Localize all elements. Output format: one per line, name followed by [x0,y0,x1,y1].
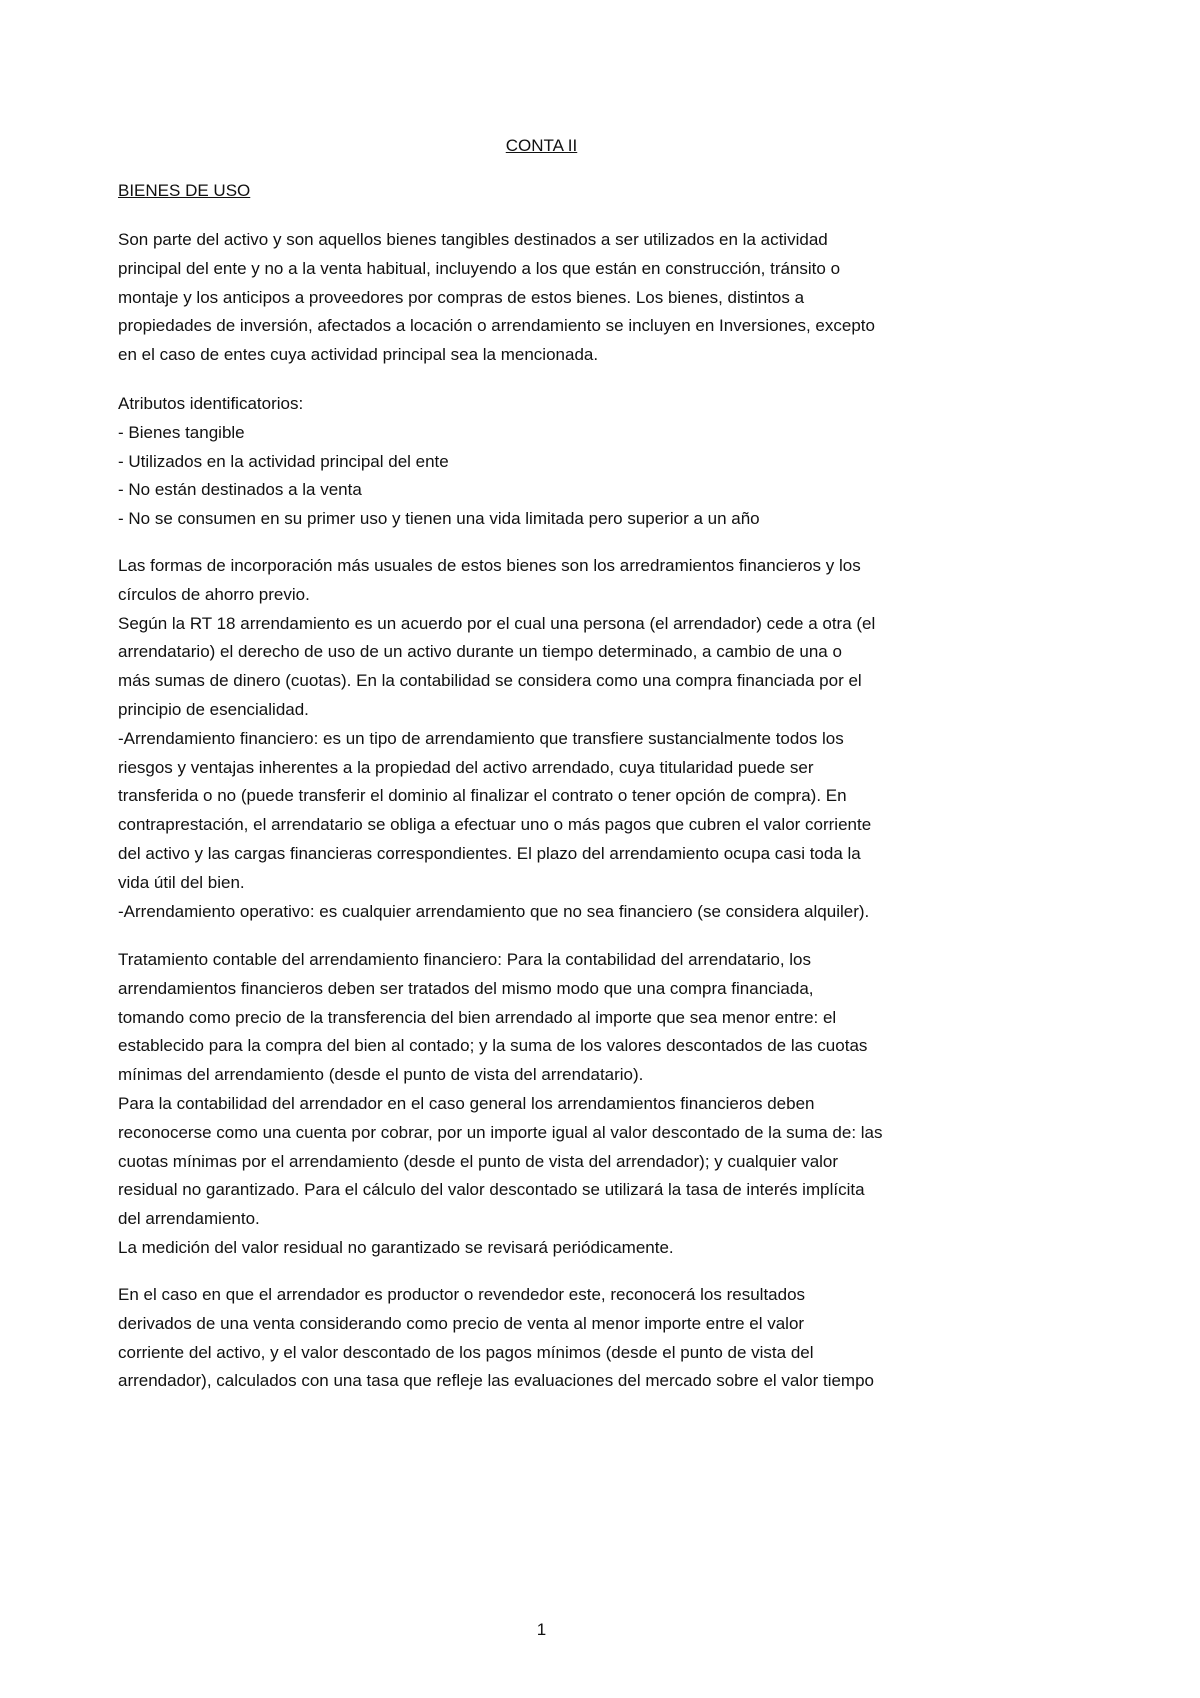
text-line: del activo y las cargas financieras correspondientes. El plazo del arrendamiento ocupa casi toda la [118,843,861,863]
text-line: mínimas del arrendamiento (desde el punto de vista del arrendatario). [118,1065,644,1085]
text-line: -Arrendamiento financiero: es un tipo de arrendamiento que transfiere sustancialmente todos los [118,728,844,748]
text-line: Tratamiento contable del arrendamiento financiero: Para la contabilidad del arrendatario, los [118,950,811,969]
text-line: del arrendamiento. [118,1209,260,1229]
text-line: más sumas de dinero (cuotas). En la contabilidad se considera como una compra financiada por el [118,671,862,691]
section-heading: BIENES DE USO [118,181,251,200]
page-number: 1 [536,1620,547,1639]
text-line: propiedades de inversión, afectados a locación o arrendamiento se incluyen en Inversiones, excepto [118,316,875,336]
text-line: arrendador), calculados con una tasa que refleje las evaluaciones del mercado sobre el valor tiempo [118,1371,874,1391]
text-line: -Arrendamiento operativo: es cualquier arrendamiento que no sea financiero (se considera alquiler). [118,901,870,921]
text-line: - No se consumen en su primer uso y tienen una vida limitada pero superior a un año [118,509,760,529]
text-line: principio de esencialidad. [118,699,309,719]
text-line: tomando como precio de la transferencia del bien arrendado al importe que sea menor entre: el [118,1007,837,1027]
text-line: montaje y los anticipos a proveedores por compras de estos bienes. Los bienes, distintos a [118,287,805,307]
text-line: arrendamientos financieros deben ser tratados del mismo modo que una compra financiada, [118,978,814,998]
text-line: Para la contabilidad del arrendador en el caso general los arrendamientos financieros deben [118,1093,815,1113]
text-line: En el caso en que el arrendador es productor o revendedor este, reconocerá los resultados [118,1285,806,1304]
text-line: - Bienes tangible [118,422,245,442]
paragraph-definition [118,226,875,370]
text-line: vida útil del bien. [118,872,245,892]
paragraph-accounting-treatment [118,946,883,1263]
text-line: transferida o no (puede transferir el dominio al finalizar el contrato o tener opción de compra). En [118,786,847,806]
text-line: La medición del valor residual no garantizado se revisará periódicamente. [118,1237,674,1257]
text-line: corriente del activo, y el valor descontado de los pagos mínimos (desde el punto de vista del [118,1342,814,1362]
text-line: reconocerse como una cuenta por cobrar, por un importe igual al valor descontado de la suma de: las [118,1122,883,1142]
paragraph-leasing [118,552,875,926]
text-line: residual no garantizado. Para el cálculo del valor descontado se utilizará la tasa de interés implícita [118,1180,865,1200]
text-line: - Utilizados en la actividad principal del ente [118,451,449,471]
text-line: círculos de ahorro previo. [118,584,310,604]
text-line: arrendatario) el derecho de uso de un activo durante un tiempo determinado, a cambio de una o [118,642,842,662]
text-line: - No están destinados a la venta [118,480,362,500]
document-title: CONTA II [505,136,578,155]
paragraph-producer-lessor [118,1281,874,1396]
text-line: establecido para la compra del bien al contado; y la suma de los valores descontados de las cuotas [118,1036,868,1056]
text-line: Atributos identificatorios: [118,394,304,413]
text-line: riesgos y ventajas inherentes a la propiedad del activo arrendado, cuya titularidad puede ser [118,757,814,777]
text-line: Son parte del activo y son aquellos bienes tangibles destinados a ser utilizados en la actividad [118,230,828,249]
text-line: principal del ente y no a la venta habitual, incluyendo a los que están en construcción, tránsito o [118,258,841,278]
text-line: derivados de una venta considerando como precio de venta al menor importe entre el valor [118,1313,805,1333]
paragraph-attributes [118,390,760,534]
text-line: cuotas mínimas por el arrendamiento (desde el punto de vista del arrendador); y cualquier valor [118,1151,839,1171]
text-line: Las formas de incorporación más usuales de estos bienes son los arredramientos financieros y los [118,556,861,575]
text-line: Según la RT 18 arrendamiento es un acuerdo por el cual una persona (el arrendador) cede a otra (el [118,613,876,633]
text-line: en el caso de entes cuya actividad principal sea la mencionada. [118,345,599,365]
text-line: contraprestación, el arrendatario se obliga a efectuar uno o más pagos que cubren el valor corriente [118,815,872,835]
